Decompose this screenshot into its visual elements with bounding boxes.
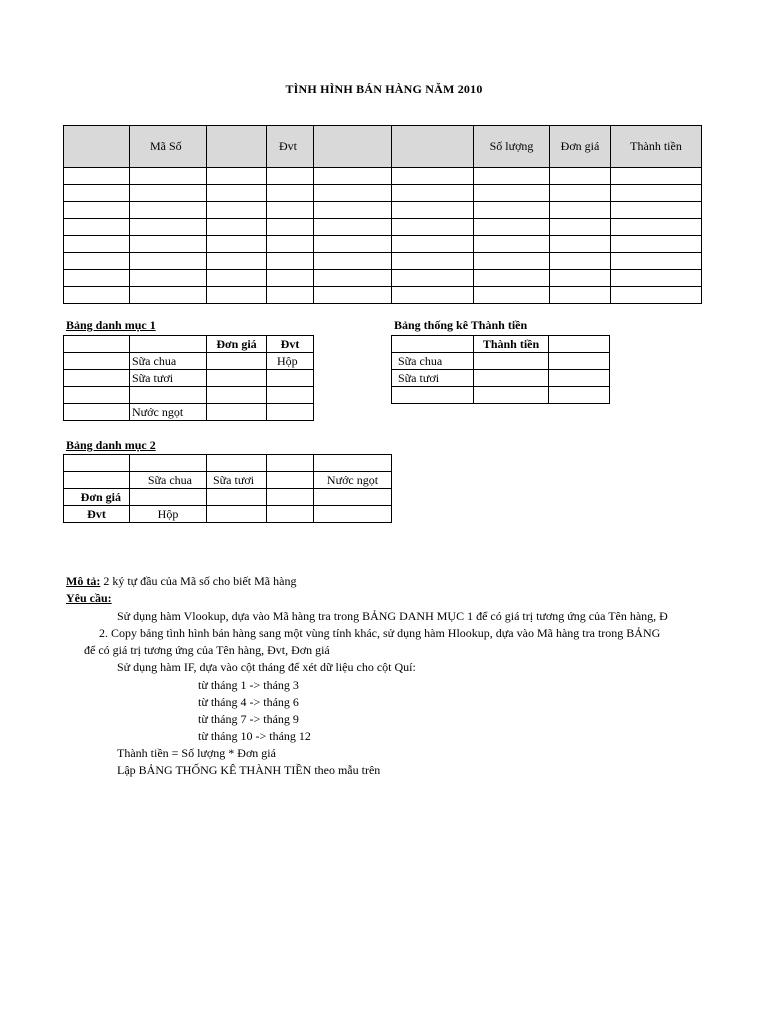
cell[interactable] (207, 387, 267, 404)
table-row (64, 236, 702, 253)
cell[interactable]: Hộp (130, 506, 207, 523)
cell[interactable] (267, 253, 314, 270)
cell[interactable] (64, 472, 130, 489)
page-title: TÌNH HÌNH BÁN HÀNG NĂM 2010 (285, 82, 483, 96)
cell[interactable] (611, 287, 702, 304)
cell (392, 336, 474, 353)
cell[interactable] (267, 387, 314, 404)
header-so-luong: Số lượng (474, 126, 550, 168)
cell[interactable] (392, 168, 474, 185)
tk-heading: Bảng thống kê Thành tiền (394, 318, 528, 332)
cell[interactable]: Sữa chua (130, 353, 207, 370)
cell[interactable]: Hộp (267, 353, 314, 370)
cell[interactable] (64, 168, 130, 185)
cell[interactable] (130, 236, 207, 253)
cell[interactable] (130, 202, 207, 219)
cell[interactable] (474, 219, 550, 236)
cell[interactable] (474, 253, 550, 270)
cell[interactable] (130, 253, 207, 270)
header-thanh-tien: Thành tiền (474, 336, 549, 353)
cell[interactable] (130, 455, 207, 472)
sales-table-header (64, 126, 702, 168)
cell[interactable] (207, 219, 267, 236)
table-row (392, 336, 610, 353)
table-row (64, 219, 702, 236)
table-row (64, 472, 392, 489)
table-row (64, 336, 314, 353)
cell[interactable] (474, 168, 550, 185)
cell[interactable] (64, 253, 130, 270)
cell[interactable] (267, 506, 314, 523)
cell[interactable] (550, 287, 611, 304)
tk-table (391, 335, 610, 404)
cell[interactable]: Sữa tươi (392, 370, 474, 387)
requirement-line: từ tháng 10 -> tháng 12 (198, 729, 311, 743)
cell[interactable] (207, 489, 267, 506)
cell[interactable] (64, 370, 130, 387)
cell[interactable] (267, 185, 314, 202)
cell[interactable] (130, 387, 207, 404)
cell (64, 336, 130, 353)
cell[interactable] (314, 455, 392, 472)
table-row (64, 455, 392, 472)
cell[interactable] (207, 270, 267, 287)
requirement-line: Sử dụng hàm IF, dựa vào cột tháng để xét dữ liệu cho cột Quí: (117, 660, 416, 674)
table-row (64, 387, 314, 404)
cell[interactable] (392, 219, 474, 236)
requirement-line: từ tháng 4 -> tháng 6 (198, 695, 299, 709)
cell[interactable] (207, 370, 267, 387)
cell[interactable] (611, 270, 702, 287)
cell[interactable] (267, 168, 314, 185)
cell[interactable] (314, 185, 392, 202)
header-dvt: Đvt (267, 336, 314, 353)
cell[interactable] (64, 270, 130, 287)
requirement-line: từ tháng 1 -> tháng 3 (198, 678, 299, 692)
cell[interactable] (392, 202, 474, 219)
cell[interactable] (267, 370, 314, 387)
row-label-dvt: Đvt (64, 506, 130, 523)
mo-ta-line (66, 574, 296, 589)
cell[interactable] (64, 387, 130, 404)
cell[interactable] (267, 489, 314, 506)
cell[interactable] (314, 168, 392, 185)
header-cell (64, 126, 130, 168)
table-row (392, 353, 610, 370)
cell[interactable] (549, 370, 610, 387)
cell[interactable] (474, 202, 550, 219)
requirement-line: Thành tiền = Số lượng * Đơn giá (117, 746, 276, 760)
cell[interactable]: Sữa tươi (130, 370, 207, 387)
cell[interactable] (314, 219, 392, 236)
requirement-line: từ tháng 7 -> tháng 9 (198, 712, 299, 726)
table-row (64, 404, 314, 421)
cell[interactable] (392, 287, 474, 304)
cell[interactable] (207, 168, 267, 185)
cell[interactable] (474, 370, 549, 387)
cell[interactable] (267, 236, 314, 253)
cell[interactable] (392, 236, 474, 253)
cell[interactable] (314, 236, 392, 253)
cell[interactable] (130, 185, 207, 202)
cell[interactable] (64, 404, 130, 421)
cell[interactable] (549, 387, 610, 404)
dm2-heading: Bảng danh mục 2 (66, 438, 156, 452)
table-row (392, 387, 610, 404)
cell[interactable] (207, 506, 267, 523)
sales-table (63, 125, 702, 304)
cell[interactable] (64, 236, 130, 253)
cell[interactable] (130, 489, 207, 506)
cell[interactable] (267, 202, 314, 219)
table-row (64, 202, 702, 219)
cell (130, 336, 207, 353)
cell[interactable] (314, 489, 392, 506)
cell[interactable] (550, 185, 611, 202)
cell[interactable] (392, 185, 474, 202)
cell[interactable] (549, 353, 610, 370)
requirement-line: Lập BẢNG THỐNG KÊ THÀNH TIỀN theo mẫu trên (117, 763, 381, 777)
cell[interactable] (611, 185, 702, 202)
cell[interactable] (314, 270, 392, 287)
cell[interactable] (611, 253, 702, 270)
cell[interactable] (611, 168, 702, 185)
cell[interactable] (611, 236, 702, 253)
row-label-don-gia: Đơn giá (64, 489, 130, 506)
cell[interactable]: Nước ngọt (314, 472, 392, 489)
table-row (64, 370, 314, 387)
cell[interactable] (267, 270, 314, 287)
cell[interactable] (611, 219, 702, 236)
header-cell (314, 126, 392, 168)
requirement-line: Sử dụng hàm Vlookup, dựa vào Mã hàng tra trong BẢNG DANH MỤC 1 để có giá trị tương ứng của Tên hàng, Đ (117, 609, 668, 623)
cell[interactable] (474, 353, 549, 370)
table-row (64, 253, 702, 270)
table-row (64, 270, 702, 287)
table-row (64, 168, 702, 185)
cell[interactable]: Nước ngọt (130, 404, 207, 421)
requirement-line: 2. Copy bảng tình hình bán hàng sang một vùng tính khác, sử dụng hàm Hlookup, dựa vào Mã hàng tra trong BẢNG (99, 626, 661, 640)
cell[interactable] (474, 236, 550, 253)
cell[interactable]: Sữa chua (392, 353, 474, 370)
cell[interactable] (474, 287, 550, 304)
cell[interactable] (474, 270, 550, 287)
cell[interactable] (267, 472, 314, 489)
cell[interactable] (64, 202, 130, 219)
cell[interactable] (267, 287, 314, 304)
cell[interactable] (130, 270, 207, 287)
dm1-heading: Bảng danh mục 1 (66, 318, 156, 332)
cell[interactable] (64, 353, 130, 370)
header-cell (392, 126, 474, 168)
cell[interactable] (392, 253, 474, 270)
cell[interactable] (314, 202, 392, 219)
cell[interactable] (207, 353, 267, 370)
cell[interactable] (130, 287, 207, 304)
cell[interactable] (550, 270, 611, 287)
table-row (64, 185, 702, 202)
cell[interactable]: Sữa tươi (207, 472, 267, 489)
cell[interactable] (314, 253, 392, 270)
cell[interactable] (392, 270, 474, 287)
requirement-line: để có giá trị tương ứng của Tên hàng, Đvt, Đơn giá (84, 643, 330, 657)
header-cell (207, 126, 267, 168)
cell[interactable] (207, 185, 267, 202)
cell[interactable] (64, 455, 130, 472)
cell[interactable] (550, 168, 611, 185)
cell[interactable] (64, 219, 130, 236)
header-don-gia: Đơn giá (207, 336, 267, 353)
table-row (64, 353, 314, 370)
table-row (392, 370, 610, 387)
cell[interactable] (207, 202, 267, 219)
cell[interactable] (207, 404, 267, 421)
table-row (64, 506, 392, 523)
cell[interactable] (550, 236, 611, 253)
cell[interactable] (474, 387, 549, 404)
dm1-table (63, 335, 314, 421)
cell[interactable] (267, 404, 314, 421)
header-don-gia: Đơn giá (550, 126, 611, 168)
cell (549, 336, 610, 353)
cell[interactable] (550, 253, 611, 270)
header-dvt: Đvt (267, 126, 314, 168)
cell[interactable] (267, 455, 314, 472)
table-row (64, 489, 392, 506)
header-thanh-tien: Thành tiền (611, 126, 702, 168)
cell[interactable] (267, 219, 314, 236)
cell[interactable] (64, 185, 130, 202)
table-row (64, 287, 702, 304)
cell[interactable] (392, 387, 474, 404)
cell[interactable] (207, 253, 267, 270)
mo-ta-label: Mô tả: (66, 574, 101, 588)
dm2-table (63, 454, 392, 523)
cell[interactable] (207, 236, 267, 253)
cell[interactable] (314, 287, 392, 304)
yeu-cau-label: Yêu cầu: (66, 591, 112, 605)
cell[interactable] (207, 455, 267, 472)
cell[interactable] (130, 168, 207, 185)
cell[interactable] (474, 185, 550, 202)
cell[interactable] (550, 219, 611, 236)
cell[interactable] (130, 219, 207, 236)
cell[interactable] (611, 202, 702, 219)
cell[interactable] (314, 506, 392, 523)
mo-ta-text: 2 ký tự đầu của Mã số cho biết Mã hàng (100, 574, 297, 588)
cell[interactable] (550, 202, 611, 219)
cell[interactable]: Sữa chua (130, 472, 207, 489)
cell[interactable] (207, 287, 267, 304)
header-ma-so: Mã Số (130, 126, 207, 168)
cell[interactable] (64, 287, 130, 304)
